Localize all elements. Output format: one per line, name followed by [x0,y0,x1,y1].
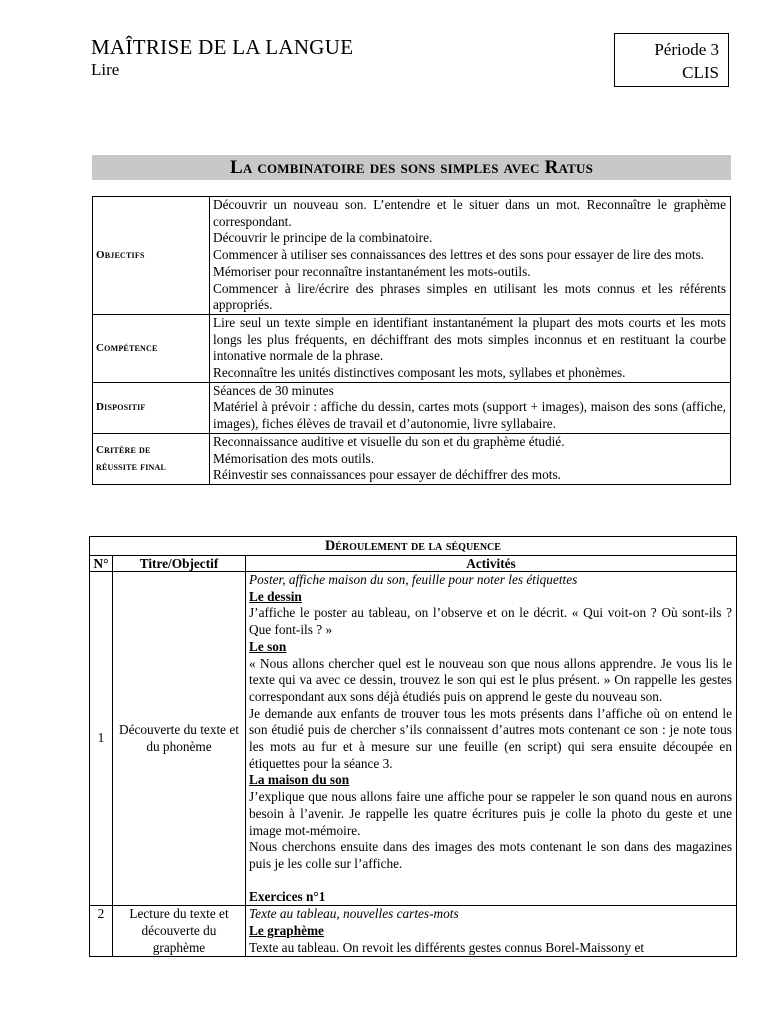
critere-label-line: réussite final [96,460,167,473]
col-header-title: Titre/Objectif [113,556,246,572]
exercise-label: Exercices n°1 [249,888,326,904]
critere-line: Reconnaissance auditive et visuelle du son et du graphème étudié. [213,433,565,449]
sequence-caption-row [90,537,737,556]
sequence-header-row [90,556,737,572]
session-activities [246,906,737,957]
competence-line: Lire seul un texte simple en identifiant instantanément la plupart des mots courts et les mots longs les plus fréquents, en déchiffrant des mots simples inconnus et en restituant la courbe intonative normale de la phrase. [213,314,726,364]
competence-content [210,314,731,382]
col-header-activities: Activités [246,556,737,572]
competence-row [93,314,731,382]
period-box [614,33,729,87]
sequence-table [89,536,737,957]
sequence-row [90,572,737,906]
activity-paragraph: J’affiche le poster au tableau, on l’observe et on le décrit. « Qui voit-on ? Où sont-ils ? Que font-ils ? » [249,605,732,638]
objectif-line: Mémoriser pour reconnaître instantanément les mots-outils. [213,263,531,279]
dispositif-content [210,382,731,433]
activity-heading: Le graphème [249,923,324,939]
dispositif-label: Dispositif [93,382,210,433]
info-table [92,196,731,485]
sequence-row [90,906,737,957]
class-label: CLIS [682,63,719,82]
critere-label-line: Critère de [96,443,151,456]
document-title: La combinatoire des sons simples avec Ratus [92,155,731,180]
dispositif-row [93,382,731,433]
session-material: Poster, affiche maison du son, feuille pour noter les étiquettes [249,572,578,587]
header-left [91,35,353,81]
sequence-caption: Déroulement de la séquence [90,537,737,556]
critere-content [210,433,731,484]
objectifs-row [93,197,731,315]
period-label: Période 3 [654,40,719,59]
domain-subtitle: Lire [91,60,120,79]
competence-line: Reconnaître les unités distinctives composant les mots, syllabes et phonèmes. [213,365,626,381]
activity-paragraph: Je demande aux enfants de trouver tous les mots présents dans l’affiche où on entend le son étudié puis de chercher s’ils connaissent d’autres mots contenant ce son : je note tous les mots au fur et à mesure sur une feuille (en script) qui sera ensuite découpée en étiquettes pour la séance 3. [249,705,732,771]
objectif-line: Découvrir un nouveau son. L’entendre et le situer dans un mot. Reconnaître le graphème correspondant. [213,197,726,229]
dispositif-line: Séances de 30 minutes [213,382,334,398]
dispositif-line: Matériel à prévoir : affiche du dessin, cartes mots (support + images), maison des sons (affiche, images), fiches élèves de travail et d’autonomie, livre syllabaire. [213,399,726,432]
activity-paragraph: Texte au tableau. On revoit les différents gestes connus Borel-Maissony et [249,939,645,955]
blank-line [249,873,732,889]
objectif-line: Découvrir le principe de la combinatoire. [213,230,433,246]
activity-heading: Le dessin [249,588,302,604]
session-material: Texte au tableau, nouvelles cartes-mots [249,906,459,922]
session-activities [246,572,737,906]
subject-title: MAÎTRISE DE LA LANGUE [91,35,354,59]
objectifs-content [210,197,731,315]
critere-row [93,433,731,484]
activity-paragraph: J’explique que nous allons faire une affiche pour se rappeler le son quand nous en aurons besoin à l’avenir. Je rappelle les quatre écritures puis je colle la photo du geste et une image mot-mémoire. [249,789,732,838]
activity-heading: Le son [249,638,287,654]
session-title: Lecture du texte et découverte du graphème [113,906,246,957]
session-number: 1 [90,572,113,906]
objectifs-label: Objectifs [93,197,210,315]
objectif-line: Commencer à lire/écrire des phrases simples en utilisant les mots connus et les référents appropriés. [213,280,726,313]
session-number: 2 [90,906,113,957]
critere-line: Mémorisation des mots outils. [213,450,375,466]
session-title: Découverte du texte et du phonème [113,572,246,906]
col-header-num: N° [90,556,113,572]
competence-label: Compétence [93,314,210,382]
objectif-line: Commencer à utiliser ses connaissances des lettres et des sons pour essayer de lire des mots. [213,247,705,263]
activity-heading: La maison du son [249,772,350,788]
activity-paragraph: Nous cherchons ensuite dans des images des mots contenant le son dans des magazines puis je les colle sur l’affiche. [249,839,732,871]
critere-line: Réinvestir ses connaissances pour essayer de déchiffrer des mots. [213,467,561,483]
critere-label [93,433,210,484]
activity-paragraph: « Nous allons chercher quel est le nouveau son que nous allons apprendre. Je vous lis le texte qui va avec ce dessin, trouvez le son qui est le plus présent. » On rappelle les gestes correspondant aux sons déjà étudiés puis on apprend le geste du nouveau son. [249,655,732,704]
